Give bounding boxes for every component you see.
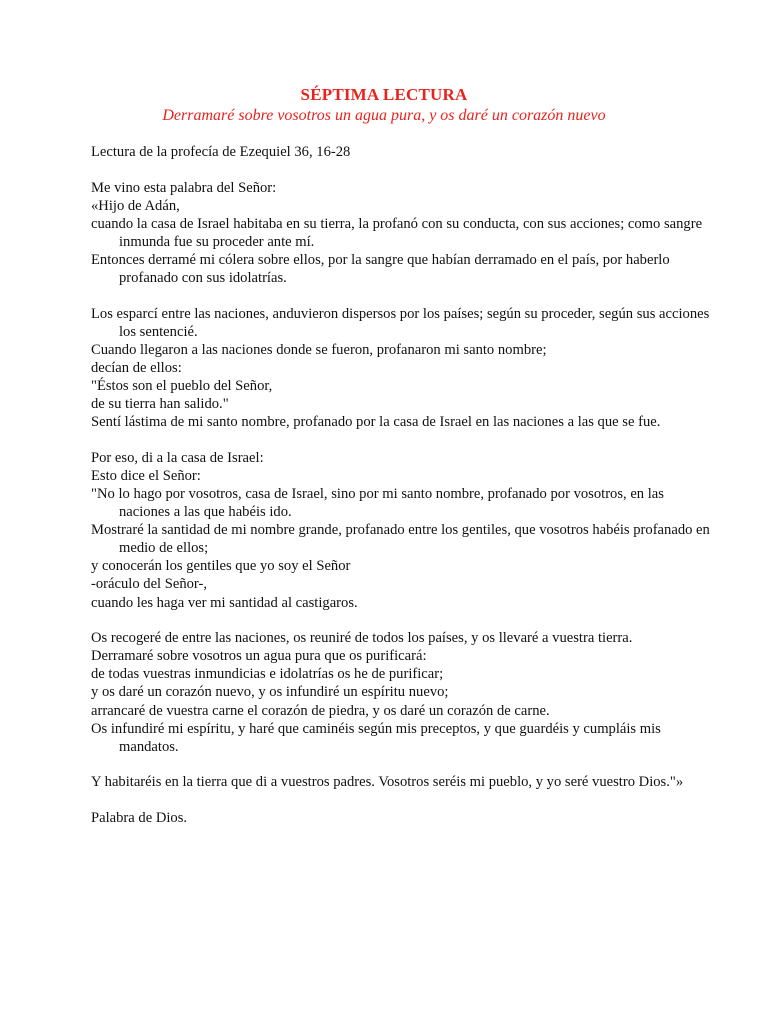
paragraph-gap [91, 756, 711, 774]
verse-line: de todas vuestras inmundicias e idolatrías os he de purificar; [91, 666, 444, 683]
verse-line: Me vino esta palabra del Señor: [91, 179, 277, 196]
paragraph-gap [91, 161, 711, 179]
verse-line: arrancaré de vuestra carne el corazón de piedra, y os daré un corazón de carne. [91, 702, 550, 719]
paragraph-gap [91, 612, 711, 630]
reading-title: SÉPTIMA LECTURA [300, 85, 468, 104]
reading-reference: Lectura de la profecía de Ezequiel 36, 16-28 [91, 144, 351, 160]
verse-line: Y habitaréis en la tierra que di a vuestros padres. Vosotros seréis mi pueblo, y yo seré vuestro Dios."» [91, 774, 684, 791]
closing-acclamation: Palabra de Dios. [91, 809, 188, 826]
verse-line: cuando les haga ver mi santidad al castigaros. [91, 594, 358, 611]
paragraph-gap [91, 431, 711, 449]
verse-line: Por eso, di a la casa de Israel: [91, 449, 264, 466]
verse-line: de su tierra han salido." [91, 396, 229, 413]
reading-body [91, 143, 711, 827]
verse-line: y os daré un corazón nuevo, y os infundiré un espíritu nuevo; [91, 684, 449, 701]
verse-line: y conocerán los gentiles que yo soy el Señor [91, 558, 351, 575]
verse-line: decían de ellos: [91, 359, 182, 376]
verse-line: "No lo hago por vosotros, casa de Israel, sino por mi santo nombre, profanado por vosotros, en las naciones a las que habéis ido. [91, 486, 664, 521]
verse-line: Sentí lástima de mi santo nombre, profanado por la casa de Israel en las naciones a las que se fue. [91, 414, 661, 431]
verse-line: "Éstos son el pueblo del Señor, [91, 378, 273, 395]
verse-line: Los esparcí entre las naciones, anduvieron dispersos por los países; según su proceder, según sus acciones los sentencié. [91, 305, 710, 340]
verse-line: Derramaré sobre vosotros un agua pura que os purificará: [91, 648, 427, 665]
verse-line: -oráculo del Señor-, [91, 576, 208, 593]
verse-line: Os infundiré mi espíritu, y haré que caminéis según mis preceptos, y que guardéis y cumpláis mis mandatos. [91, 720, 661, 755]
verse-line: Mostraré la santidad de mi nombre grande, profanado entre los gentiles, que vosotros habéis profanado en medio de ellos; [91, 522, 710, 557]
verse-line: Entonces derramé mi cólera sobre ellos, por la sangre que habían derramado en el país, por haberlo profanado con sus idolatrías. [91, 251, 670, 287]
verse-line: cuando la casa de Israel habitaba en su tierra, la profanó con su conducta, con sus acciones; como sangre inmunda fue su proceder ante mí. [91, 215, 703, 250]
verse-line: Cuando llegaron a las naciones donde se fueron, profanaron mi santo nombre; [91, 341, 547, 358]
verse-line: Os recogeré de entre las naciones, os reuniré de todos los países, y os llevaré a vuestra tierra. [91, 630, 633, 647]
paragraph-gap [91, 791, 711, 809]
reading-subtitle: Derramaré sobre vosotros un agua pura, y os daré un corazón nuevo [162, 107, 606, 124]
verse-line: Esto dice el Señor: [91, 467, 201, 484]
paragraph-gap [91, 287, 711, 305]
verse-line: «Hijo de Adán, [91, 197, 180, 214]
